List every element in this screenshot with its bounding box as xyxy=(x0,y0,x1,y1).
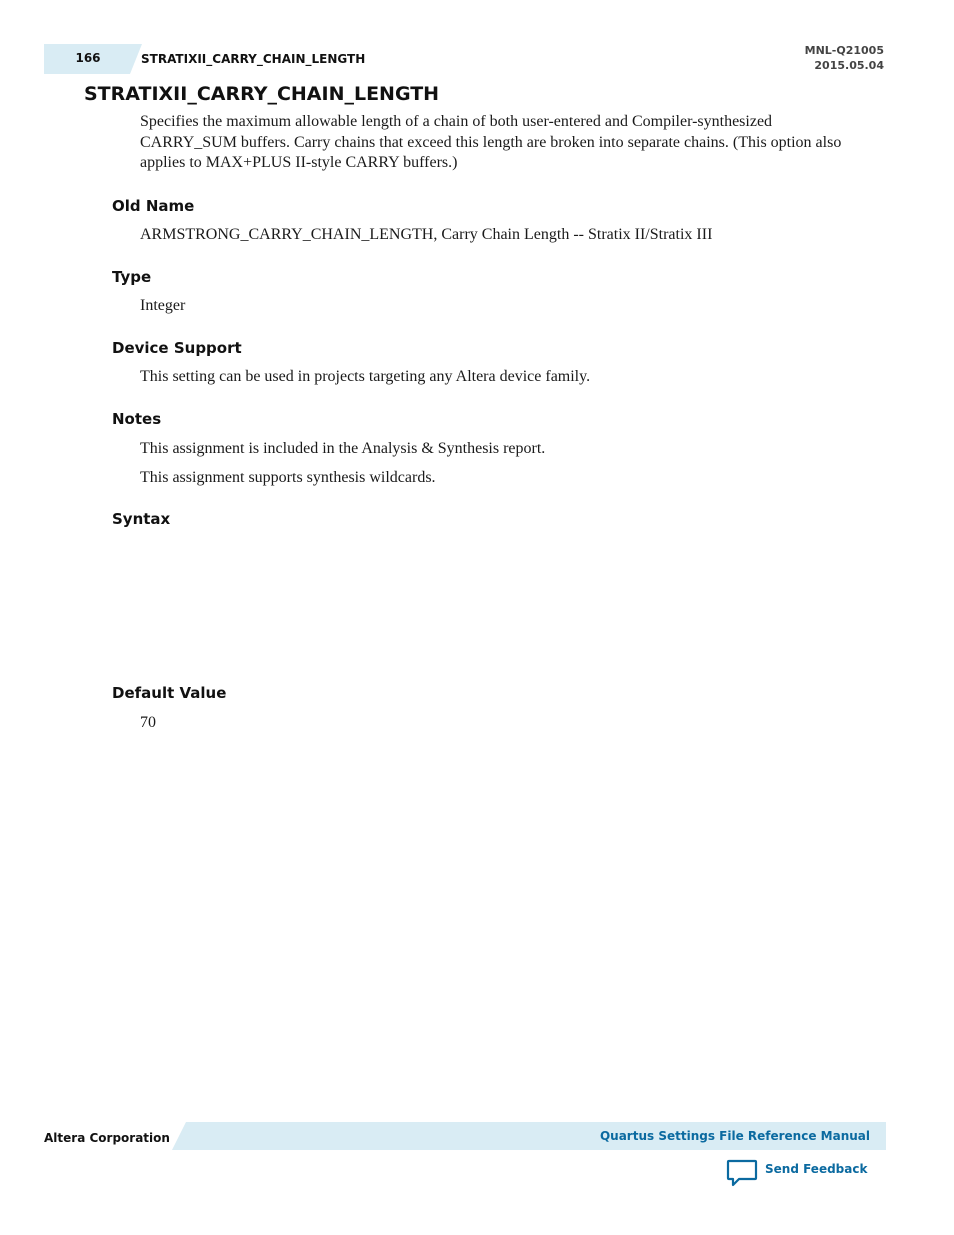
footer-manual-link[interactable]: Quartus Settings File Reference Manual xyxy=(599,1129,870,1143)
footer-company: Altera Corporation xyxy=(44,1131,170,1145)
running-title: STRATIXII_CARRY_CHAIN_LENGTH xyxy=(141,52,366,66)
syntax-heading: Syntax xyxy=(112,510,171,528)
footer-band-slant xyxy=(172,1122,186,1150)
notes-heading: Notes xyxy=(112,410,162,428)
default-value-text: 70 xyxy=(140,714,156,731)
description-paragraph: Specifies the maximum allowable length of a chain of both user-entered and Compiler-synthesized CARRY_SUM buffers. Carry chains that exceed this length are broken into separate chains. (This option also applies to MAX+PLUS II-style CARRY buffers.) xyxy=(140,113,842,171)
old-name-text: ARMSTRONG_CARRY_CHAIN_LENGTH, Carry Chain Length -- Stratix II/Stratix III xyxy=(140,226,713,243)
device-support-heading: Device Support xyxy=(112,339,242,357)
page-number: 166 xyxy=(75,51,101,65)
page-title: STRATIXII_CARRY_CHAIN_LENGTH xyxy=(84,83,440,105)
old-name-heading: Old Name xyxy=(112,197,195,215)
speech-bubble-icon xyxy=(726,1158,758,1188)
document-id xyxy=(805,43,884,73)
type-text: Integer xyxy=(140,297,186,314)
send-feedback-label: Send Feedback xyxy=(765,1162,868,1176)
document-date: 2015.05.04 xyxy=(814,59,884,72)
notes-line-1: This assignment is included in the Analysis & Synthesis report. xyxy=(140,440,546,457)
notes-line-2: This assignment supports synthesis wildcards. xyxy=(140,469,436,486)
device-support-text: This setting can be used in projects targeting any Altera device family. xyxy=(140,368,591,385)
default-value-heading: Default Value xyxy=(112,684,227,702)
type-heading: Type xyxy=(112,268,152,286)
document-number: MNL-Q21005 xyxy=(804,44,884,57)
